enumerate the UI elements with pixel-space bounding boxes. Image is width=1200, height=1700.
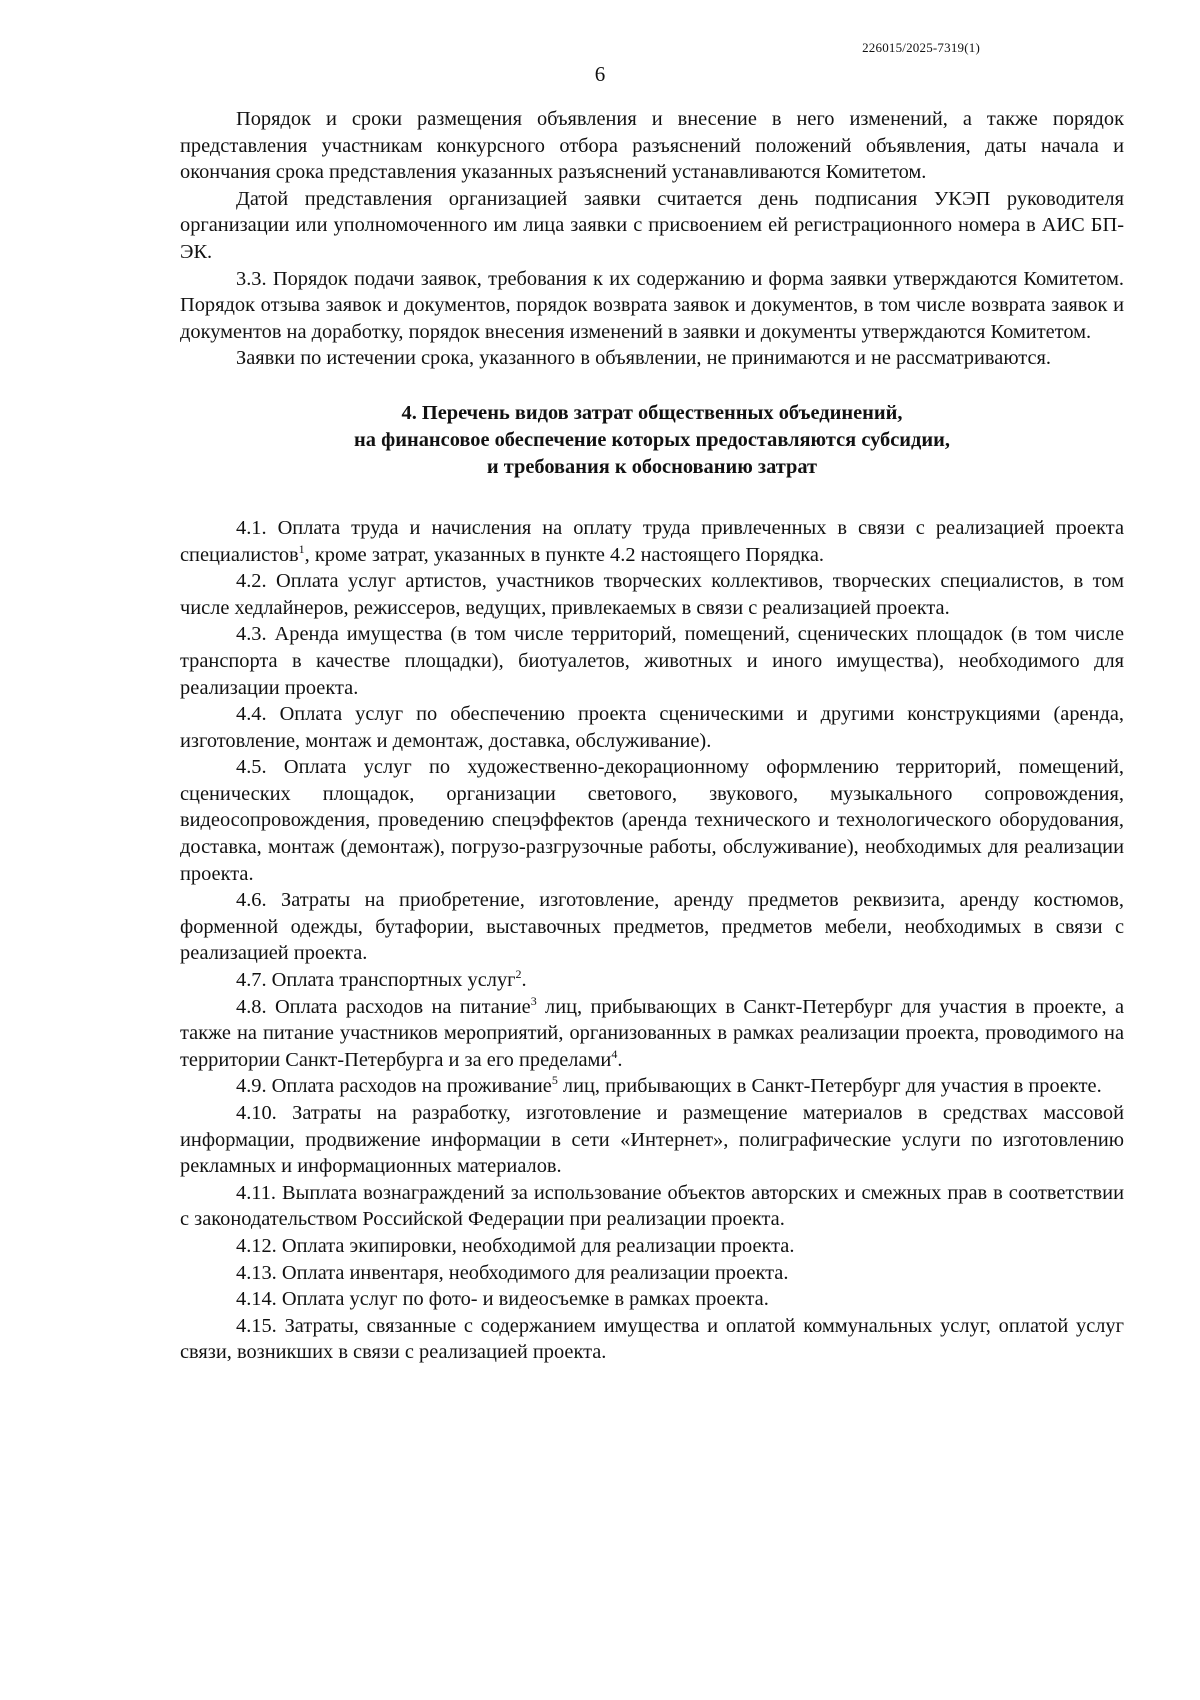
list-item: 4.7. Оплата транспортных услуг$^2$. <box>236 967 527 992</box>
section-heading-line: и требования к обоснованию затрат <box>486 455 818 478</box>
list-item: 4.11. Выплата вознаграждений за использование объектов авторских и смежных прав в соответствии с законодательством Российской Федерации при реализации проекта. <box>180 1181 1124 1231</box>
section-heading <box>180 400 1124 481</box>
list-item: 4.6. Затраты на приобретение, изготовление, аренду предметов реквизита, аренду костюмов, форменной одежды, бутафории, выставочных предметов, предметов мебели, необходимых в связи с реализацией проекта. <box>180 889 1124 965</box>
page-number: 6 <box>594 62 606 86</box>
paragraph: Датой представления организацией заявки считается день подписания УКЭП руководителя организации или уполномоченного им лица заявки с присвоением ей регистрационного номера в АИС БП-ЭК. <box>180 187 1124 263</box>
list-item: 4.3. Аренда имущества (в том числе территорий, помещений, сценических площадок (в том числе транспорта в качестве площадки), биотуалетов, животных и иного имущества), необходимого для реализации проекта. <box>180 623 1124 699</box>
list-item: 4.2. Оплата услуг артистов, участников творческих коллективов, творческих специалистов, в том числе хедлайнеров, режиссеров, ведущих, привлекаемых в связи с реализацией проекта. <box>180 570 1124 619</box>
footnote-mark: 1 <box>298 541 305 556</box>
list-item: 4.12. Оплата экипировки, необходимой для реализации проекта. <box>236 1234 795 1257</box>
list-item: 4.8. Оплата расходов на питание$^3$ лиц, прибывающих в Санкт-Петербург для участия в проекте, а также на питание участников мероприятий, организованных в рамках реализации проекта, проводимого на территории Санкт-Петербурга и за его пределами$^4$. <box>180 993 1124 1071</box>
list-item: 4.9. Оплата расходов на проживание$^5$ лиц, прибывающих в Санкт-Петербург для участия в проекте. <box>236 1073 1102 1098</box>
paragraph: Порядок и сроки размещения объявления и внесение в него изменений, а также порядок представления участникам конкурсного отбора разъяснений положений объявления, даты начала и окончания срока представления указанных разъяснений устанавливаются Комитетом. <box>180 108 1124 184</box>
list-item: 4.1. Оплата труда и начисления на оплату труда привлеченных в связи с реализацией проекта специалистов$^1$, кроме затрат, указанных в пункте 4.2 настоящего Порядка. <box>180 516 1124 566</box>
section-heading-line: на финансовое обеспечение которых предоставляются субсидии, <box>354 428 950 451</box>
list-item: 4.13. Оплата инвентаря, необходимого для реализации проекта. <box>236 1261 789 1284</box>
registration-number: 226015/2025-7319(1) <box>862 40 980 55</box>
document-body <box>180 106 1124 1366</box>
paragraph: 3.3. Порядок подачи заявок, требования к их содержанию и форма заявки утверждаются Комитетом. Порядок отзыва заявок и документов, порядок возврата заявок и документов, в том числе возврата заявок и документов на доработку, порядок внесения изменений в заявки и документы утверждаются Комитетом. <box>180 267 1124 343</box>
list-item: 4.14. Оплата услуг по фото- и видеосъемке в рамках проекта. <box>236 1288 769 1311</box>
footnote-mark: 3 <box>530 993 537 1008</box>
list-item: 4.10. Затраты на разработку, изготовление и размещение материалов в средствах массовой информации, продвижение информации в сети «Интернет», полиграфические услуги по изготовлению рекламных и информационных материалов. <box>180 1102 1124 1178</box>
list-item: 4.4. Оплата услуг по обеспечению проекта сценическими и другими конструкциями (аренда, изготовление, монтаж и демонтаж, доставка, обслуживание). <box>180 703 1124 752</box>
list-item: 4.5. Оплата услуг по художественно-декорационному оформлению территорий, помещений, сценических площадок, организации светового, звукового, музыкального сопровождения, видеосопровождения, проведению спецэффектов (аренда технического и технологического оборудования, доставка, монтаж (демонтаж), погрузо-разгрузочные работы, обслуживание), необходимых для реализации проекта. <box>180 756 1124 885</box>
footnote-mark: 5 <box>551 1073 558 1088</box>
footnote-mark: 2 <box>515 967 522 982</box>
list-item: 4.15. Затраты, связанные с содержанием имущества и оплатой коммунальных услуг, оплатой услуг связи, возникших в связи с реализацией проекта. <box>180 1314 1124 1364</box>
section-heading-line: 4. Перечень видов затрат общественных объединений, <box>401 401 903 424</box>
footnote-mark: 4 <box>611 1047 618 1062</box>
paragraph: Заявки по истечении срока, указанного в объявлении, не принимаются и не рассматриваются. <box>236 347 1051 370</box>
